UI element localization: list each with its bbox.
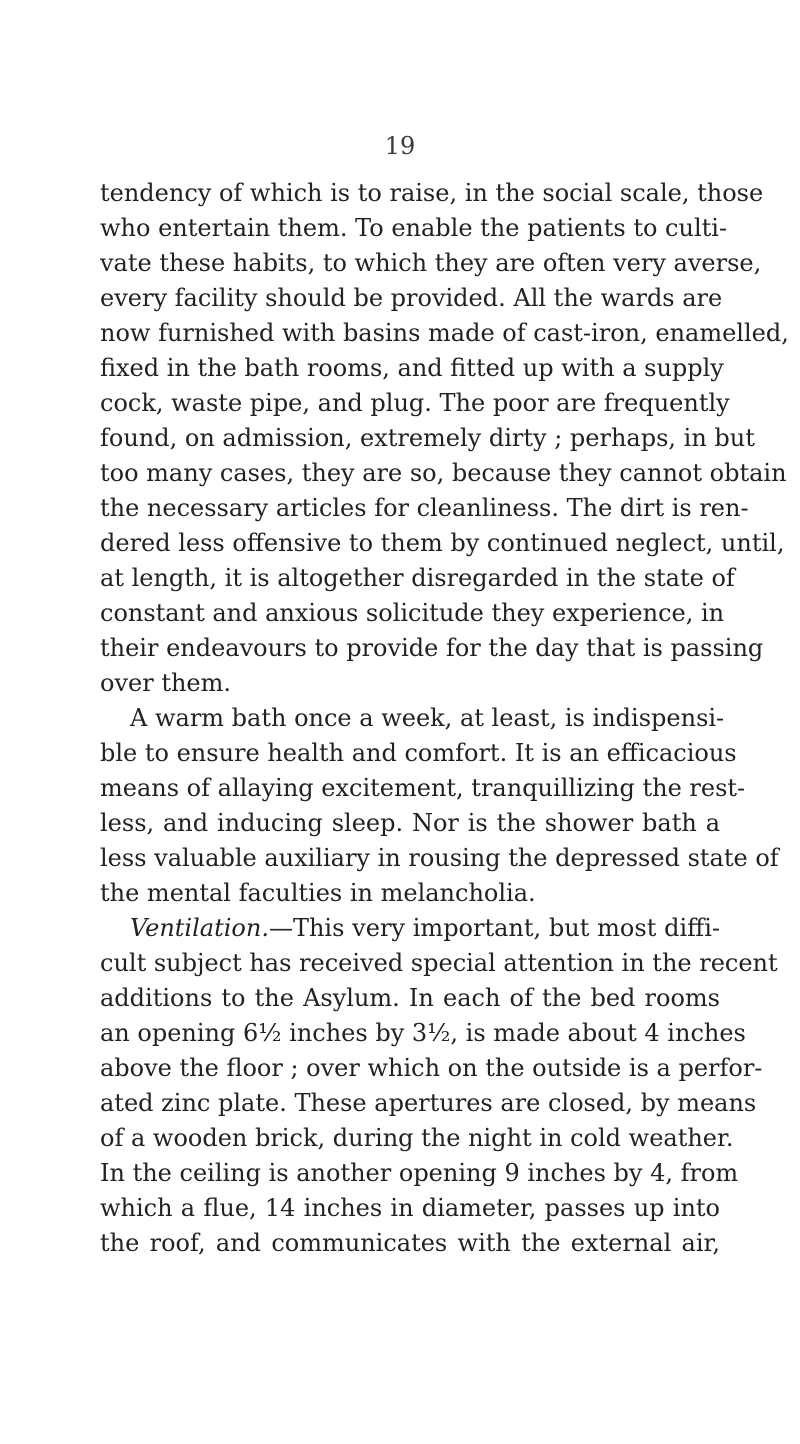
text-line: cult subject has received special attention in the recent — [100, 949, 778, 977]
text-line: every facility should be provided. All the wards are — [100, 284, 723, 312]
text-line: at length, it is altogether disregarded in the state of — [100, 564, 735, 592]
page-number: 19 — [384, 132, 416, 160]
section-heading-ventilation: Ventilation. — [130, 914, 269, 942]
text-line: the necessary articles for cleanliness. The dirt is ren- — [100, 494, 749, 522]
text-line: their endeavours to provide for the day that is passing — [100, 634, 764, 662]
text-line: now furnished with basins made of cast-iron, enamelled, — [100, 319, 789, 347]
text-line: In the ceiling is another opening 9 inches by 4, from — [100, 1159, 739, 1187]
text-line: found, on admission, extremely dirty ; perhaps, in but — [100, 424, 755, 452]
text-line: A warm bath once a week, at least, is indispensi- — [130, 704, 725, 732]
text-line: vate these habits, to which they are often very averse, — [100, 249, 762, 277]
text-line: over them. — [100, 669, 232, 697]
text-line: an opening 6½ inches by 3½, is made about 4 inches — [100, 1019, 746, 1047]
text-line: of a wooden brick, during the night in cold weather. — [100, 1124, 734, 1152]
text-line: fixed in the bath rooms, and fitted up with a supply — [100, 354, 724, 382]
text-line: ated zinc plate. These apertures are closed, by means — [100, 1089, 757, 1117]
text-line: which a flue, 14 inches in diameter, passes up into — [100, 1194, 720, 1222]
text-line: tendency of which is to raise, in the social scale, those — [100, 179, 764, 207]
text-line: dered less offensive to them by continued neglect, until, — [100, 529, 785, 557]
text-line: above the floor ; over which on the outside is a perfor- — [100, 1054, 763, 1082]
text-line: the roof, and communicates with the external air, — [100, 1229, 720, 1257]
text-line: less valuable auxiliary in rousing the depressed state of — [100, 844, 779, 872]
text-line: ble to ensure health and comfort. It is an efficacious — [100, 739, 737, 767]
text-line: —This very important, but most diffi- — [268, 914, 720, 942]
text-line: constant and anxious solicitude they experience, in — [100, 599, 725, 627]
text-line: too many cases, they are so, because they cannot obtain — [100, 459, 787, 487]
text-line: less, and inducing sleep. Nor is the shower bath a — [100, 809, 720, 837]
text-line: the mental faculties in melancholia. — [100, 879, 536, 907]
text-line: means of allaying excitement, tranquillizing the rest- — [100, 774, 746, 802]
text-line: cock, waste pipe, and plug. The poor are frequently — [100, 389, 730, 417]
text-line: additions to the Asylum. In each of the bed rooms — [100, 984, 720, 1012]
ventilation-paragraph-first-line — [100, 911, 720, 946]
text-line: who entertain them. To enable the patients to culti- — [100, 214, 728, 242]
body-text — [100, 176, 789, 1261]
